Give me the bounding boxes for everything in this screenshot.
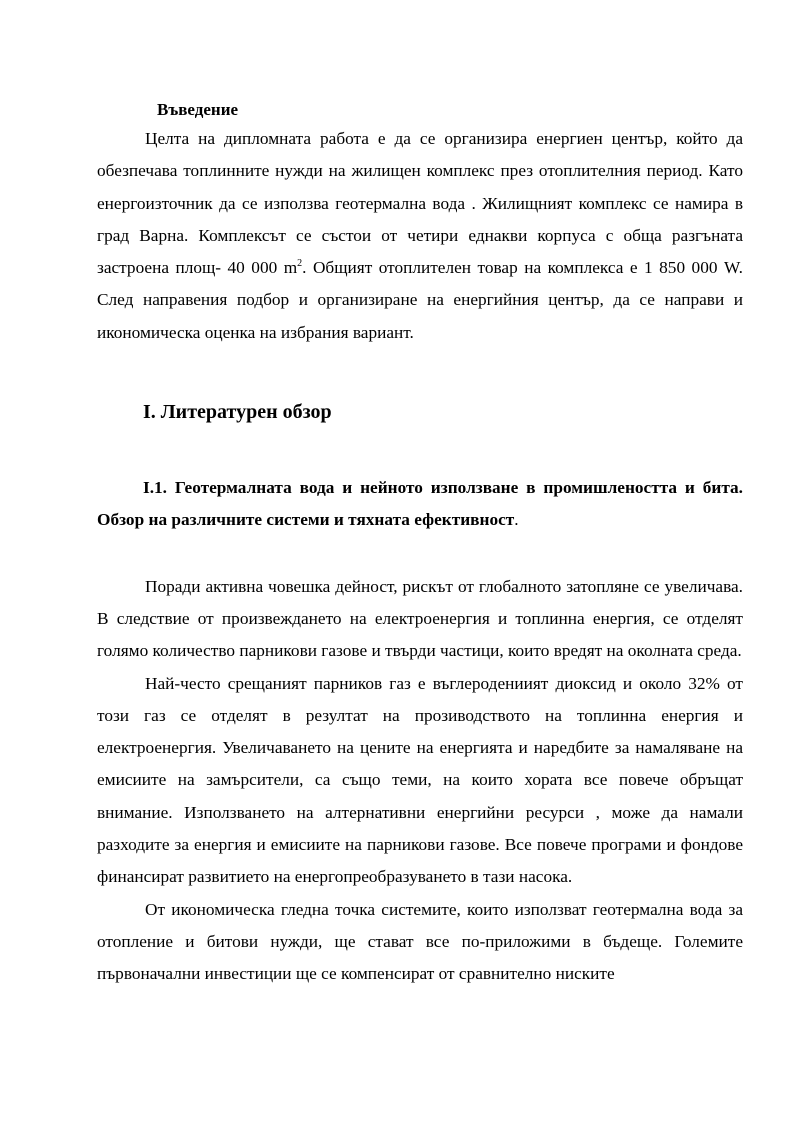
paragraph-spacer (97, 537, 743, 571)
page-content (97, 97, 743, 991)
subsection-title (97, 472, 743, 537)
body-paragraph-3: От икономическа гледна точка системите, които използват геотермална вода за отопление и битови нужди, ще стават все по-приложими в бъдеще. Големите първоначални инвестиции ще се компенсират от сравнително ниските (97, 899, 743, 984)
body-paragraph-1: Поради активна човешка дейност, рискът от глобалното затопляне се увеличава. В следствие от произвеждането на електроенергия и топлинна енергия, се отделят голямо количество парникови газове и твърди частици, които вредят на околната среда. (97, 576, 743, 661)
section-title: I. Литературен обзор (143, 401, 332, 424)
intro-text-main: Целта на дипломната работа е да се организира енергиен център, който да обезпечава топлинните нужди на жилищен комплекс през отоплителния период. Като енергоизточник да се използва геотермална вода . Жилищният комплекс се намира в град Варна. Комплексът се състои от четири еднакви корпуса с обща разгъната застроена площ- 40 000 m (97, 129, 743, 278)
intro-paragraph (97, 123, 743, 349)
area-unit-superscript: 2 (297, 258, 303, 270)
intro-heading: Въведение (157, 100, 239, 119)
subsection-title-end: . (514, 510, 519, 530)
body-paragraph-2: Най-често срещаният парников газ е въглеродениият диоксид и около 32% от този газ се отделят в резултат на прозиводството на топлинна енергия и електроенергия. Увеличаването на цените на енергията и наредбите за намаляване на емисиите на замърсители, са също теми, на които хората все повече обръщат внимание. Използването на алтернативни енергийни ресурси , може да намали разходите за енергия и емисиите на парникови газове. Все повече програми и фондове финансират развитието на енергопреобразуването в тази насока. (97, 673, 743, 887)
subsection-title-text: I.1. Геотермалната вода и нейното използване в промишлеността и бита. Обзор на различните системи и тяхната ефективност (97, 478, 743, 530)
intro-text-tail: . Общият отоплителен товар на комплекса е 1 850 000 W. След направения подбор и организиране на енергийния център, да се направи и икономическа оценка на избрания вариант. (97, 258, 744, 342)
